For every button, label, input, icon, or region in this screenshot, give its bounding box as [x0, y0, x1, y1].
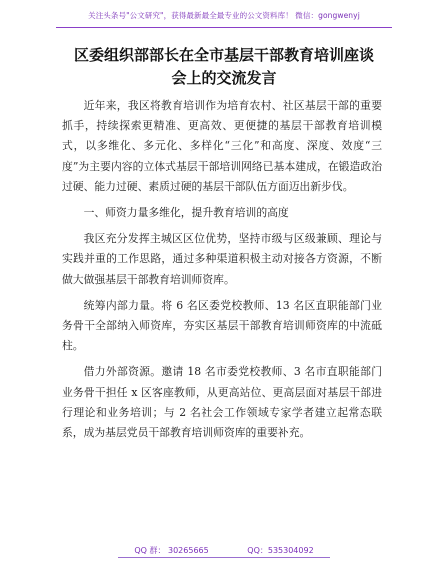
footer-qq: QQ：535304092	[247, 546, 314, 555]
paragraph: 借力外部资源。邀请 18 名市委党校教师、3 名市直职能部门业务骨干担任 x 区客座教师，从更高站位、更高层面对基层干部进行理论和业务培训；与 2 名社会工作领域专家学者建立起常态联系，成为基层党员干部教育培训师资库的重要补充。	[62, 365, 382, 440]
section-heading: 一、师资力量多维化，提升教育培训的高度	[83, 206, 289, 220]
header-banner: 关注头条号"公文研究"，获得最新最全最专业的公文资料库！ 微信：gongwenyj	[88, 11, 360, 20]
paragraph: 我区充分发挥主城区区位优势，坚持市级与区级兼顾、理论与实践并重的工作思路，通过多种渠道积极主动对接各方资源，不断做大做强基层干部教育培训师资库。	[62, 232, 382, 286]
paragraph: 近年来，我区将教育培训作为培育农村、社区基层干部的重要抓手，持续探索更精准、更高效、更便捷的基层干部教育培训模式，以多维化、多元化、多样化“三化”和高度、深度、效度“三度”为主要内容的立体式基层干部培训网络已基本建成，在锻造政治过硬、能力过硬、素质过硬的基层干部队伍方面迈出新步伐。	[62, 99, 382, 193]
title-line-1: 区委组织部部长在全市基层干部教育培训座谈	[73, 46, 374, 64]
paragraph: 统筹内部力量。将 6 名区委党校教师、13 名区直职能部门业务骨干全部纳入师资库，夯实区基层干部教育培训师资库的中流砥柱。	[62, 298, 382, 353]
document-body	[62, 96, 382, 443]
title-line-2: 会上的交流发言	[171, 69, 277, 87]
footer-contact	[0, 545, 448, 556]
footer-divider	[118, 557, 330, 558]
document-title	[60, 44, 388, 90]
header-divider	[56, 27, 392, 28]
footer-qq-group: QQ 群： 30265665	[134, 546, 209, 555]
